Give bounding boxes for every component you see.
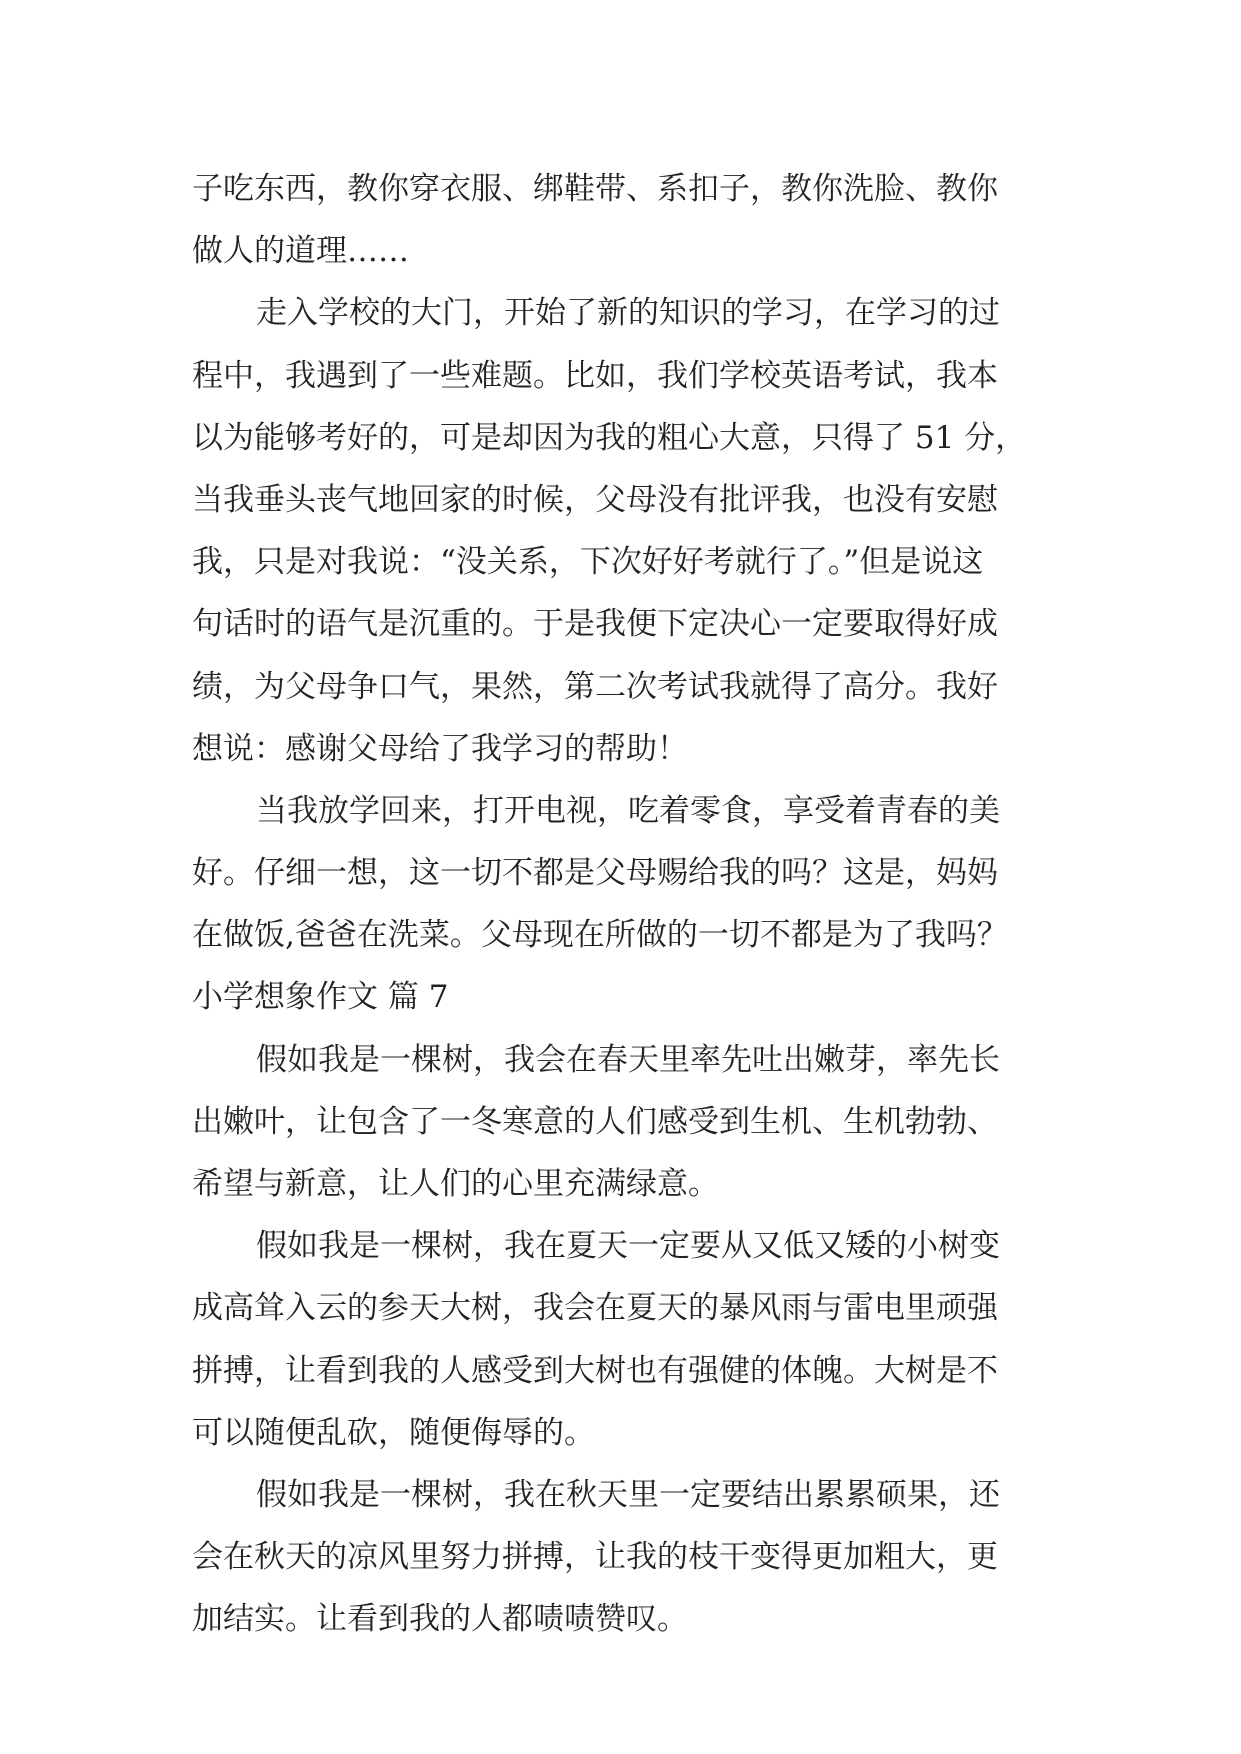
text-line: 会在秋天的凉风里努力拼搏，让我的枝干变得更加粗大，更 (192, 1539, 998, 1576)
text-line: 程中，我遇到了一些难题。比如，我们学校英语考试，我本 (192, 357, 998, 394)
text-line: 在做饭,爸爸在洗菜。父母现在所做的一切不都是为了我吗？ (192, 917, 1008, 954)
text-line: 好。仔细一想，这一切不都是父母赐给我的吗？这是，妈妈 (192, 855, 998, 892)
text-line: 做人的道理…… (192, 233, 409, 270)
text-line: 加结实。让看到我的人都啧啧赞叹。 (192, 1601, 688, 1638)
text-line: 句话时的语气是沉重的。于是我便下定决心一定要取得好成 (192, 606, 998, 643)
essay-text (192, 158, 1062, 1651)
text-line: 拼搏，让看到我的人感受到大树也有强健的体魄。大树是不 (192, 1352, 998, 1389)
text-line: 我，只是对我说：“没关系，下次好好考就行了。”但是说这 (192, 544, 984, 581)
section-heading: 小学想象作文 篇 7 (192, 979, 449, 1016)
text-line: 绩，为父母争口气，果然，第二次考试我就得了高分。我好 (192, 668, 998, 705)
text-line: 可以随便乱砍，随便侮辱的。 (192, 1414, 595, 1451)
text-line: 想说：感谢父母给了我学习的帮助！ (192, 730, 688, 767)
text-line: 当我垂头丧气地回家的时候，父母没有批评我，也没有安慰 (192, 481, 998, 518)
paragraph-start-line: 假如我是一棵树，我在夏天一定要从又低又矮的小树变 (256, 1228, 1000, 1265)
paragraph-start-line: 走入学校的大门，开始了新的知识的学习，在学习的过 (256, 295, 1000, 332)
text-line: 以为能够考好的，可是却因为我的粗心大意，只得了 51 分， (192, 419, 1027, 456)
paragraph-start-line: 假如我是一棵树，我会在春天里率先吐出嫩芽，率先长 (256, 1041, 1000, 1078)
text-line: 出嫩叶，让包含了一冬寒意的人们感受到生机、生机勃勃、 (192, 1103, 998, 1140)
text-line: 成高耸入云的参天大树，我会在夏天的暴风雨与雷电里顽强 (192, 1290, 998, 1327)
paragraph-start-line: 假如我是一棵树，我在秋天里一定要结出累累硕果，还 (256, 1476, 1000, 1513)
text-line: 子吃东西，教你穿衣服、绑鞋带、系扣子，教你洗脸、教你 (192, 171, 998, 207)
paragraph-start-line: 当我放学回来，打开电视，吃着零食，享受着青春的美 (256, 792, 1000, 829)
text-line: 希望与新意，让人们的心里充满绿意。 (192, 1166, 719, 1202)
